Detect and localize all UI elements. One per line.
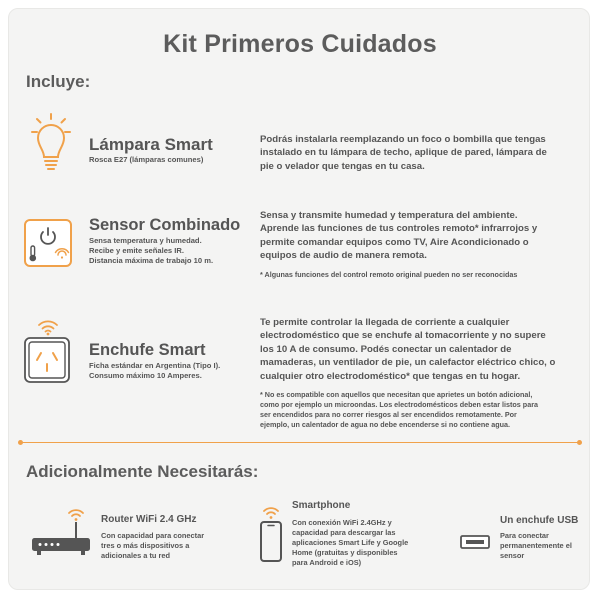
product-name-lampara: Lámpara Smart [89,135,213,154]
light-bulb-icon [28,112,74,177]
additional-heading: Adicionalmente Necesitarás: [26,462,259,481]
page-title: Kit Primeros Cuidados [163,30,437,58]
product-subtitle-enchufe: Ficha estándar en Argentina (Tipo I). Consumo máximo 10 Amperes. [89,361,221,380]
product-description-lampara: Podrás instalarla reemplazando un foco o bombilla que tengas instalado en tu lámpara de techo, aplique de pared, lámpara de pie o velador que tengas en tu casa. [260,134,547,172]
router-icon [30,505,92,566]
product-name-sensor: Sensor Combinado [89,216,241,234]
usb-plug-icon [460,535,490,554]
product-name-enchufe: Enchufe Smart [89,341,206,359]
additional-description-usb: Para conectar permanentemente el sensor [500,531,572,560]
product-note-enchufe: * No es compatible con aquellos que necesitan que aprietes un botón adicional, como por ejemplo un microondas. Los electrodomésticos deben estar listos para ser encendidos para no correr riesgos al ser encendidos remotamente. Por ejemplo, un calentador de agua no debe encenderse si no contiene agua. [260,390,538,429]
divider-dot-right [577,440,582,445]
additional-description-router: Con capacidad para conectar tres o más dispositivos a adicionales a tu red [101,531,205,560]
product-subtitle-lampara: Rosca E27 (lámparas comunes) [89,155,204,164]
product-description-enchufe: Te permite controlar la llegada de corriente a cualquier electrodoméstico que se enchufe al tomacorriente y no supere los 10 A de consumo. Podés conectar un calentador de mamaderas, un ventilador de pie, un calefactor eléctrico chico, o cualquier otro electrodoméstico* que tengas en tu hogar. [260,317,556,382]
combined-sensor-icon [24,219,72,272]
additional-name-router: Router WiFi 2.4 GHz [101,514,197,525]
smart-plug-icon [24,337,70,388]
includes-heading: Incluye: [26,72,91,91]
product-subtitle-sensor: Sensa temperatura y humedad. Recibe y emite señales IR. Distancia máxima de trabajo 10 m. [89,236,214,265]
product-note-sensor: * Algunas funciones del control remoto original pueden no ser reconocidas [260,270,518,279]
divider-dot-left [18,440,23,445]
additional-name-smartphone: Smartphone [292,500,351,511]
section-divider [20,442,580,443]
product-description-sensor: Sensa y transmite humedad y temperatura del ambiente. Aprende las funciones de tus controles remoto* infrarrojos y permite comandar equipos como TV, Aire Acondicionado o equipos de audio de manera remota. [260,210,538,262]
smartphone-icon [258,505,284,568]
additional-name-usb: Un enchufe USB [500,515,579,526]
additional-description-smartphone: Con conexión WiFi 2.4GHz y capacidad para descargar las aplicaciones Smart Life y Google Home (gratuitas y disponibles para Android e iOS) [292,518,409,567]
